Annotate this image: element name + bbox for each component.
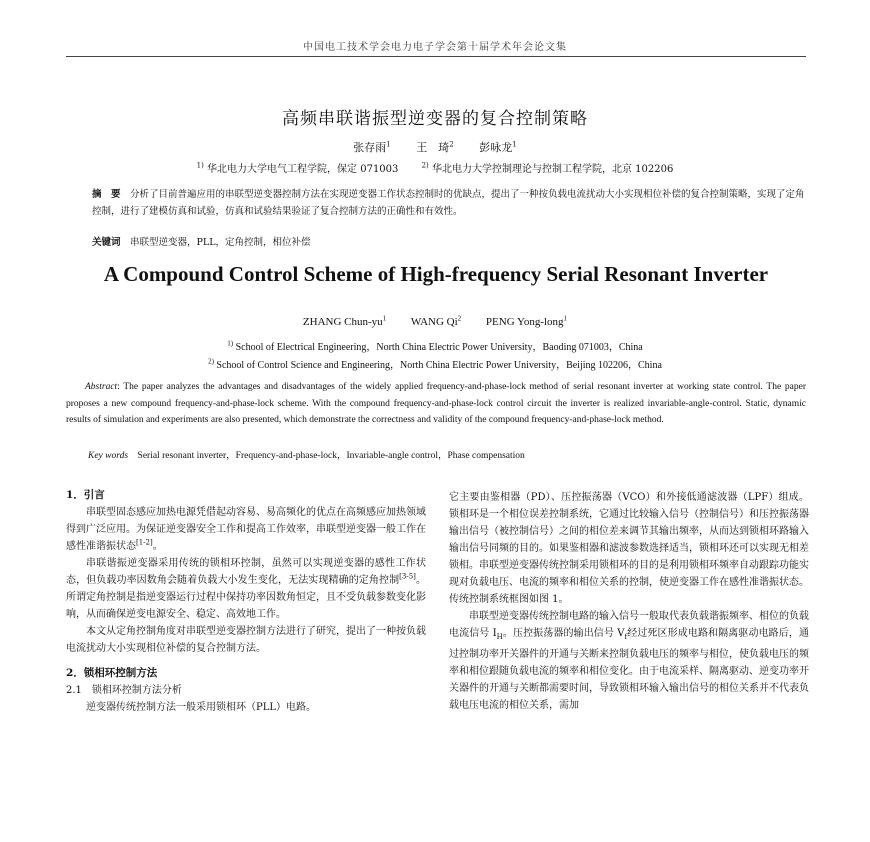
cn-abstract-text: 分析了目前普遍应用的串联型逆变器控制方法在实现逆变器工作状态控制时的优缺点，提出了一种按负载电流扰动大小实现相位补偿的复合控制策略，实现了定角控制，进行了建模仿真和试验，仿真和试验结果验证了复合控制方法的正确性和有效性。 <box>92 189 805 217</box>
en-abstract: Abstract: The paper analyzes the advantages and disadvantages of the widely applied frequency-and-phase-lock method of serial resonant inverter at working state control. The paper proposes a new compound frequency-and-phase-lock scheme. With the compound frequency-and-phase-lock control circuit the inverter is realized invariable-angle-control. Static, dynamic results of simulation and experiments are also presented, which demonstrate the correctness and validity of the compound frequency-and-phase-lock method. <box>66 382 806 425</box>
en-abstract-label: Abstract <box>85 382 118 392</box>
cn-author-2: 王 琦 <box>416 141 450 154</box>
en-author-1: ZHANG Chun-yu <box>302 316 383 328</box>
en-author-2: WANG Qi <box>410 316 458 328</box>
cn-affiliations: $^{1)}$ 华北电力大学电气工程学院，保定 071003 $^{2)}$ 华北电力大学控制理论与控制工程学院，北京 102206 <box>196 161 674 175</box>
cn-author-1: 张存雨 <box>353 141 387 154</box>
header-rule <box>66 56 806 57</box>
section-1-paragraph-2: 串联谐振逆变器采用传统的锁相环控制，虽然可以实现逆变器的感性工作状态，但负载功率因数角会随着负载大小发生变化，无法实现精确的定角控制[3-5]。所谓定角控制是指逆变器运行过程中保持功率因数角恒定，且不受负载参数变化影响，从而确保逆变电源安全、稳定、高效地工作。 <box>66 558 427 620</box>
section-2-1-paragraph-1: 逆变器传统控制方法一般采用锁相环（PLL）电路。 <box>86 702 317 713</box>
en-authors: ZHANG Chun-$yu^1$ WANG Qi$^2$ PENG Yong-long$^1$ <box>302 314 568 328</box>
right-paragraph-2: 串联型逆变器传统控制电路的输入信号一般取代表负载谐振频率、相位的负载电流信号 $I_H$。压控振荡器的输出信号 $V_f$经过死区形成电路和隔离驱动电路后，通过控制功率开关器件的开通与关断来控制负载电压的频率与相位，使负载电压的频率和相位跟随负载电流的频率和相位变化。由于电流采样、隔离驱动、逆变功率开关器件的开通与关断都需要时间，导致锁相环输入输出信号的相位关系并不代表负载电压电流的相位关系，需加 <box>449 611 809 711</box>
cn-affiliation-1: 华北电力大学电气工程学院，保定 071003 <box>207 164 399 175</box>
right-column <box>449 489 809 714</box>
cn-abstract-label: 摘 要 <box>92 189 121 200</box>
en-affiliation-2: $^{2)}$ School of Control Science and Engineering，North China Electric Power University，Beijing 102206，China <box>208 357 662 371</box>
cn-abstract <box>92 186 806 220</box>
section-2-1-heading: 2.1 锁相环控制方法分析 <box>66 685 182 696</box>
en-abstract-text: The paper analyzes the advantages and disadvantages of the widely applied frequency-and-phase-lock method of serial resonant inverter at working state control. The paper proposes a new compound frequency-and-phase-lock scheme. With the compound frequency-and-phase-lock control circuit the inverter is realized invariable-angle-control. Static, dynamic results of simulation and experiments are also presented, which demonstrate the correctness and validity of the compound frequency-and-phase-lock method. <box>66 382 806 425</box>
left-column <box>66 487 426 716</box>
section-1-paragraph-1: 串联型固态感应加热电源凭借起动容易、易高频化的优点在高频感应加热领域得到广泛应用。为保证逆变器安全工作和提高工作效率，串联型逆变器一般工作在感性准谐振状态[1-2]。 <box>66 507 426 552</box>
cn-author-3: 彭咏龙 <box>479 141 513 154</box>
en-affiliation-1: $^{1)}$ School of Electrical Engineering，North China Electric Power University，Baoding 071003，China <box>227 339 643 353</box>
section-1-heading: 1．引言 <box>66 489 105 501</box>
en-author-3: PENG Yong-long <box>485 316 564 328</box>
en-keywords-text: Serial resonant inverter，Frequency-and-phase-lock，Invariable-angle control，Phase compensation <box>137 451 525 461</box>
cn-authors: 张存雨$^1$ 王 琦$^2$ 彭咏龙$^1$ <box>353 140 517 154</box>
en-keywords-label: Key words <box>88 451 129 461</box>
en-keywords <box>88 447 806 461</box>
cn-keywords-text: 串联型逆变器，PLL，定角控制，相位补偿 <box>130 237 311 248</box>
en-title: A Compound Control Scheme of High-frequency Serial Resonant Inverter <box>103 262 769 286</box>
cn-keywords <box>92 234 806 248</box>
section-2-heading: 2．锁相环控制方法 <box>66 667 158 679</box>
section-1-paragraph-3: 本文从定角控制角度对串联型逆变器控制方法进行了研究，提出了一种按负载电流扰动大小实现相位补偿的复合控制方法。 <box>66 626 426 654</box>
cn-title: 高频串联谐振型逆变器的复合控制策略 <box>282 109 588 129</box>
cn-affiliation-2: 华北电力大学控制理论与控制工程学院，北京 102206 <box>431 164 674 175</box>
right-paragraph-1: 它主要由鉴相器（PD）、压控振荡器（VCO）和外接低通滤波器（LPF）组成。锁相环是一个相位误差控制系统，它通过比较输入信号（控制信号）和压控振荡器输出信号（被控制信号）之间的相位差来调节其输出频率，从而达到锁相环路输入输出信号同频的目的。如果鉴相器和滤波参数选择适当，锁相环还可以实现无相差锁相。串联型逆变器传统控制采用锁相环的目的是利用锁相环频率自动跟踪功能实现对负载电压、电流的频率和相位关系的控制，使逆变器工作在感性准谐振状态。传统控制系统框图如图 1。 <box>449 492 809 605</box>
cn-keywords-label: 关键词 <box>92 237 121 248</box>
running-head: 中国电工技术学会电力电子学会第十届学术年会论文集 <box>303 42 567 53</box>
